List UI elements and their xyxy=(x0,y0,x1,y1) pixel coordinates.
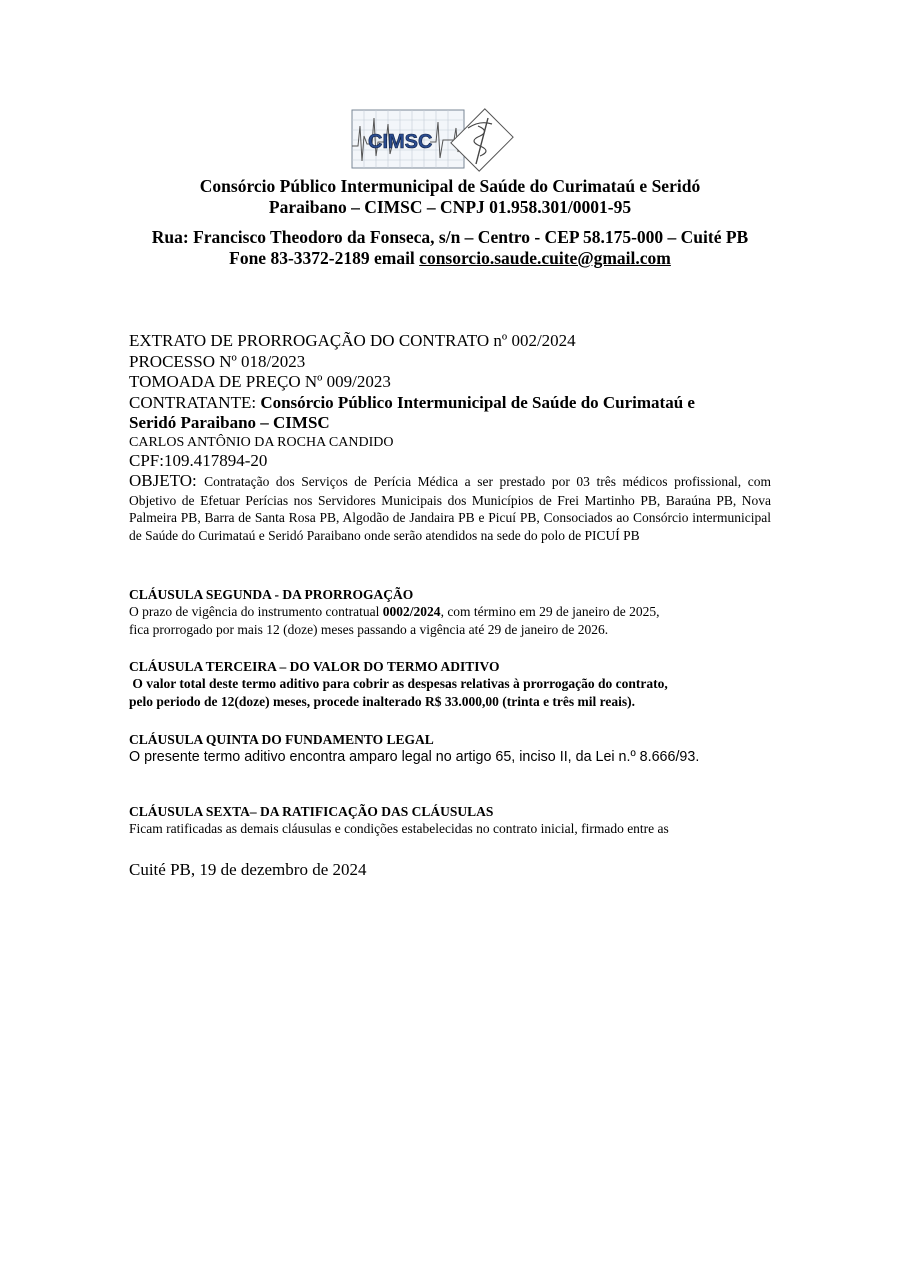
clause-segunda-line1 xyxy=(129,603,771,621)
contratado-name: CARLOS ANTÔNIO DA ROCHA CANDIDO xyxy=(129,434,394,450)
org-contact xyxy=(0,227,900,269)
org-phone-email-line xyxy=(0,248,900,269)
clause-sexta xyxy=(129,803,771,838)
clause-terceira-line2: pelo periodo de 12(doze) meses, procede inalterado R$ 33.000,00 (trinta e três mil reais). xyxy=(129,693,636,709)
clause-quinta xyxy=(129,731,771,767)
org-email-link[interactable]: consorcio.saude.cuite@gmail.com xyxy=(419,248,671,268)
clause-segunda-text-a: O prazo de vigência do instrumento contratual xyxy=(129,604,383,619)
processo-number: PROCESSO Nº 018/2023 xyxy=(129,351,306,371)
clause-segunda-text-c: , com término em 29 de janeiro de 2025, xyxy=(440,604,660,619)
contratante-line2: Seridó Paraibano – CIMSC xyxy=(129,413,330,432)
objeto-label: OBJETO: xyxy=(129,471,205,490)
clause-sexta-title: CLÁUSULA SEXTA– DA RATIFICAÇÃO DAS CLÁUSULAS xyxy=(129,804,494,819)
objeto-paragraph xyxy=(129,471,771,544)
date-line: Cuité PB, 19 de dezembro de 2024 xyxy=(129,860,367,879)
org-address: Rua: Francisco Theodoro da Fonseca, s/n – Centro - CEP 58.175-000 – Cuité PB xyxy=(151,227,749,247)
clause-segunda-title: CLÁUSULA SEGUNDA - DA PRORROGAÇÃO xyxy=(129,587,414,602)
tomada-preco-number: TOMOADA DE PREÇO Nº 009/2023 xyxy=(129,372,391,391)
clause-quinta-text: O presente termo aditivo encontra amparo legal no artigo 65, inciso II, da Lei n.º 8.666/93. xyxy=(129,749,700,765)
extract-block xyxy=(129,331,771,544)
clause-quinta-title: CLÁUSULA QUINTA DO FUNDAMENTO LEGAL xyxy=(129,732,434,747)
contract-number: 0002/2024 xyxy=(382,604,441,619)
contratante-label: CONTRATANTE: xyxy=(129,392,261,412)
clause-segunda-line2: fica prorrogado por mais 12 (doze) meses passando a vigência até 29 de janeiro de 2026. xyxy=(129,621,609,637)
contratante-line1 xyxy=(129,393,771,414)
objeto-text: Contratação dos Serviços de Perícia Médica a ser prestado por 03 três médicos profissional, com Objetivo de Efetuar Perícias nos Servidores Municipais dos Municípios de Frei Martinho PB, Baraúna PB, Nova Palmeira PB, Barra de Santa Rosa PB, Algodão de Jandaira PB e Picuí PB, Consociados ao Consórcio intermunicipal de Saúde do Curimataú e Seridó Paraibano onde serão atendidos na sede do polo de PICUÍ PB xyxy=(129,474,771,543)
org-phone: Fone 83-3372-2189 email xyxy=(229,248,420,268)
contratante-name: Consórcio Público Intermunicipal de Saúde do Curimataú e xyxy=(260,392,695,412)
cimsc-logo xyxy=(350,106,515,176)
clause-sexta-text: Ficam ratificadas as demais cláusulas e condições estabelecidas no contrato inicial, firmado entre as xyxy=(129,821,669,836)
contratado-cpf: CPF:109.417894-20 xyxy=(129,450,268,470)
clause-segunda xyxy=(129,586,771,638)
clause-terceira-line1: O valor total deste termo aditivo para cobrir as despesas relativas à prorrogação do contrato, xyxy=(129,676,668,691)
logo-text: CIMSC xyxy=(368,131,433,153)
clause-terceira-title: CLÁUSULA TERCEIRA – DO VALOR DO TERMO ADITIVO xyxy=(129,659,500,674)
clause-terceira xyxy=(129,658,771,710)
org-header xyxy=(0,176,900,218)
extract-title: EXTRATO DE PRORROGAÇÃO DO CONTRATO nº 002/2024 xyxy=(129,331,576,350)
org-name-line2: Paraibano – CIMSC – CNPJ 01.958.301/0001-95 xyxy=(268,197,632,217)
org-name-line1: Consórcio Público Intermunicipal de Saúde do Curimataú e Seridó xyxy=(199,176,701,196)
